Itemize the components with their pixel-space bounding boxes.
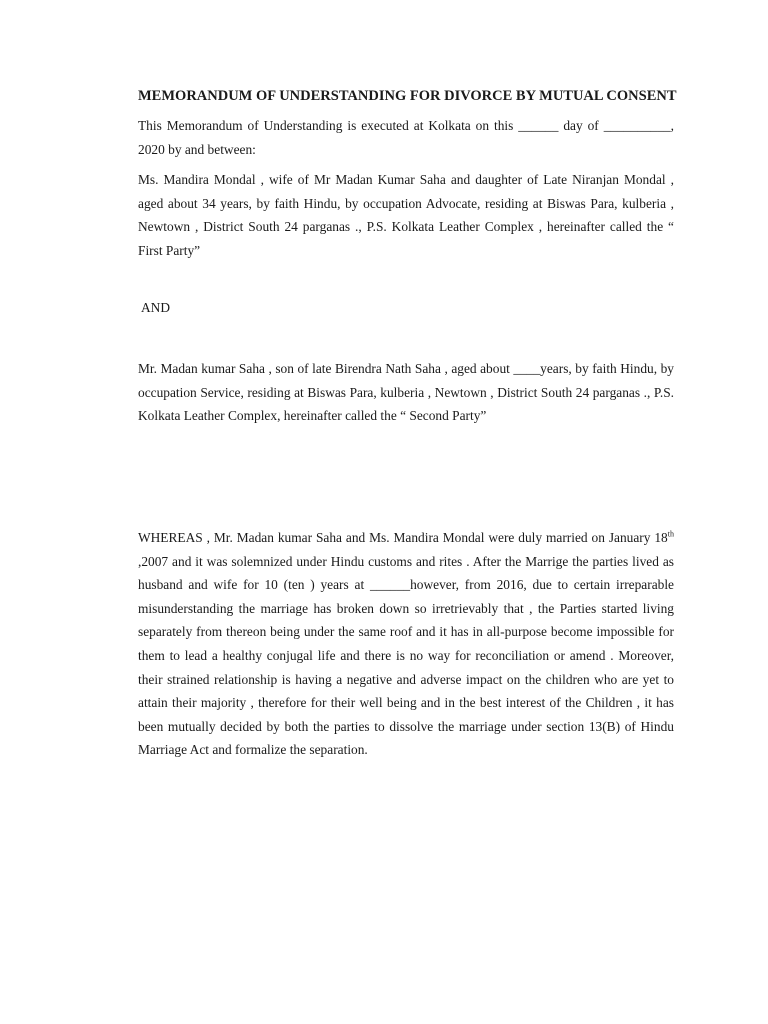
whereas-text-rest: ,2007 and it was solemnized under Hindu customs and rites . After the Marrige the parties lived as husband and wife for 10 (ten ) years at ______however, from 2016, due to certain irreparable misunderstanding the marriage has broken down so irretrievably that , the Parties started living separately from thereon being under the same roof and it has in all-purpose become impossible for them to lead a healthy conjugal life and there is no way for reconciliation or amend . Moreover, their strained relationship is having a negative and adverse impact on the children who are yet to attain their majority , therefore for their well being and in the best interest of the Children , it has been mutually decided by both the parties to dissolve the marriage under section 13(B) of Hindu Marriage Act and formalize the separation.: [138, 553, 674, 758]
ordinal-suffix: th: [667, 529, 674, 539]
whereas-text-start: WHEREAS , Mr. Madan kumar Saha and Ms. Mandira Mondal were duly married on January 18: [138, 530, 668, 545]
whereas-paragraph: [138, 526, 674, 762]
intro-paragraph: This Memorandum of Understanding is executed at Kolkata on this ______ day of __________, 2020 by and between:: [138, 118, 674, 157]
and-separator: AND: [141, 300, 171, 315]
second-party-paragraph: Mr. Madan kumar Saha , son of late Birendra Nath Saha , aged about ____years, by faith Hindu, by occupation Service, residing at Biswas Para, kulberia , Newtown , District South 24 parganas ., P.S. Kolkata Leather Complex, hereinafter called the “ Second Party”: [138, 361, 674, 424]
document-title: MEMORANDUM OF UNDERSTANDING FOR DIVORCE BY MUTUAL CONSENT: [138, 88, 677, 104]
first-party-paragraph: Ms. Mandira Mondal , wife of Mr Madan Kumar Saha and daughter of Late Niranjan Mondal , aged about 34 years, by faith Hindu, by occupation Advocate, residing at Biswas Para, kulberia , Newtown , District South 24 parganas ., P.S. Kolkata Leather Complex , hereinafter called the “ First Party”: [138, 172, 674, 258]
